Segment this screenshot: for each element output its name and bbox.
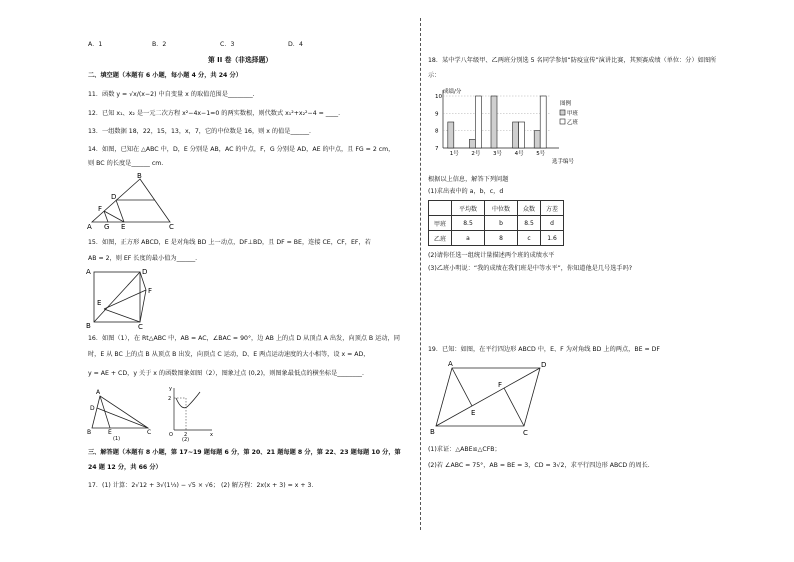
volume-title: 第 II 卷（非选择题） [208,56,273,64]
option-b: B．2 [152,41,167,48]
table-cell: a [452,231,485,246]
fig19-label-a: A [448,360,453,368]
table-cell: 甲班 [429,216,452,231]
question-16-line1: 16．如图（1），在 Rt△ABC 中，AB = AC，∠BAC = 90°，边 AB 上的点 D 从顶点 A 出发，向顶点 B 运动，同 [88,335,400,342]
table-header-cell: 方差 [541,201,564,216]
fig15-label-d: D [142,268,148,276]
section-3-header-line2: 24 题 12 分，共 66 分） [88,464,162,471]
figure-14-triangle [84,172,194,232]
question-18-line2: 示： [428,72,441,79]
table-header-cell: 平均数 [452,201,485,216]
right-column [428,0,728,562]
fig19-label-c: C [523,429,528,437]
table-cell: 1.6 [541,231,564,246]
fig16-caption-1: (1) [113,436,121,442]
fig16-axis-x: x [210,432,213,438]
chart-xtick-label: 4号 [514,151,524,157]
question-17: 17．(1) 计算：2√12 + 3√(1⅓) − √5 × √6； (2) 解方程：2x(x + 3) = x + 3． [88,482,318,489]
chart-xtick-label: 3号 [493,151,502,157]
question-16-line3: y = AE + CD，y 关于 x 的函数图象如图（2），图象过点 (0,2)，则图象最低点的横坐标是________. [88,370,364,377]
fig19-label-b: B [430,428,435,436]
legend-label-yi: 乙班 [567,120,579,126]
section-2-header: 二、填空题（本题有 6 小题，每小题 4 分，共 24 分） [88,72,242,79]
question-18-line1: 18．某中学八年级甲、乙两班分别选 5 名同学参加“防疫宣传”演讲比赛，其预赛成绩（单位：分）如图所 [428,57,717,64]
question-14-line1: 14．如图，已知在 △ABC 中，D，E 分别是 AB，AC 的中点，F，G 分别是 AD，AE 的中点，且 FG = 2 cm， [88,146,395,153]
fig14-label-b: B [137,172,142,180]
figure-19-parallelogram [428,358,558,438]
fig16-label-e: E [108,429,112,436]
chart-bar [475,96,481,148]
chart-ytick-label: 7 [435,146,439,152]
chart-bar [534,131,540,148]
question-19-line1: 19．已知：如图，在平行四边形 ABCD 中，E、F 为对角线 BD 上的两点，BE = DF [428,346,660,353]
table-cell: 8.5 [452,216,485,231]
question-19-part2: (2)若 ∠ABC = 75°，AB = BE = 3，CD = 3√2，求平行四边形 ABCD 的周长. [428,462,650,469]
table-cell: d [541,216,564,231]
fig19-label-f: F [498,381,503,389]
chart-ytick-label: 9 [435,111,439,118]
fig14-label-c: C [169,223,174,231]
section-3-header-line1: 三、解答题（本题有 8 小题，第 17~19 题每题 6 分，第 20、21 题每题 8 分，第 22、23 题每题 10 分，第 [88,449,401,456]
question-19-part1: (1)求证：△ABE≌△CFB； [428,446,501,453]
legend-label-jia: 甲班 [567,111,579,117]
left-column [80,0,410,562]
chart-bar [469,139,475,148]
chart-bar [448,122,454,148]
chart-bar [519,122,525,148]
fig15-label-a: A [86,268,91,276]
fig16-label-d: D [90,405,95,412]
table-cell: 乙班 [429,231,452,246]
table-header-cell [429,201,452,216]
fig15-label-e: E [97,299,102,307]
stats-table [428,200,564,246]
question-18-part3: (3)乙班小明说：“我的成绩在我们班是中等水平”，你知道他是几号选手吗? [428,265,633,272]
fig15-label-f: F [148,287,153,295]
question-14-line2: 则 BC 的长度是______ cm. [88,160,164,167]
chart-xtick-label: 5号 [536,151,546,157]
fig19-label-e: E [471,409,476,417]
table-cell: 8.5 [518,216,541,231]
option-d: D．4 [288,41,303,48]
fig16-label-c: C [147,429,152,436]
option-a: A．1 [88,41,103,48]
fig16-origin: O [169,432,173,438]
question-12: 12．已知 x₁、x₂ 是一元二次方程 x²−4x−1=0 的两实数根，则代数式 x₁²+x₂²−4 = ____. [88,110,341,117]
chart-xtick-label: 1号 [449,151,459,157]
legend-swatch-yi [560,119,565,124]
fig14-label-d: D [111,193,117,201]
table-row [429,231,564,246]
fig15-label-b: B [86,322,91,330]
chart-ytick-label: 10 [435,94,442,100]
fig14-label-g: G [104,223,110,231]
figure-16-graph [166,384,216,442]
chart-xtick-label: 2号 [471,151,481,157]
score-bar-chart [428,86,618,166]
fig14-label-e: E [121,223,126,231]
chart-xlabel: 选手编号 [552,159,575,165]
fig16-label-a: A [96,389,101,396]
fig16-xtick-2: 2 [184,432,188,438]
question-18-part2: (2)请你任选一组统计量描述两个班的成绩水平 [428,252,555,259]
table-cell: 8 [485,231,518,246]
table-header-cell: 中位数 [485,201,518,216]
figure-15-square [84,266,164,330]
figure-16-triangle [86,384,156,442]
question-18-prompt: 根据以上信息，解答下列问题 [428,176,509,183]
table-header-row [429,201,564,216]
chart-legend-title: 图例 [560,101,572,107]
fig19-label-d: D [541,361,547,369]
fig16-label-b: B [87,429,92,436]
chart-ytick-label: 8 [435,128,439,135]
question-11: 11．函数 y = √x/(x−2) 中自变量 x 的取值范围是________. [88,91,255,98]
table-cell: c [518,231,541,246]
question-16-line2: 时，E 从 BC 上的点 B 从顶点 B 出发，向顶点 C 运动，D、E 两点运动速度的大小相等，设 x = AD， [88,351,370,358]
question-18-part1: (1)求出表中的 a，b，c，d [428,188,504,195]
question-15-line1: 15．如图，正方形 ABCD，E 是对角线 BD 上一动点，DF⊥BD，且 DF = BE，连接 CE，CF，EF，若 [88,239,371,246]
fig14-label-a: A [87,223,92,231]
fig16-caption-2: (2) [182,437,190,443]
table-row [429,216,564,231]
table-cell: b [485,216,518,231]
chart-bar [540,96,546,148]
chart-ylabel: 成绩/分 [443,89,462,95]
column-divider [420,18,421,530]
fig14-label-f: F [98,205,103,213]
option-c: C．3 [220,41,235,48]
fig16-ytick-2: 2 [168,396,172,402]
chart-bar [513,122,519,148]
fig16-axis-y: y [169,386,172,392]
fig15-label-c: C [138,323,143,331]
question-13: 13．一组数据 18，22，15，13，x，7，它的中位数是 16，则 x 的值是______. [88,128,312,135]
question-15-line2: AB = 2，则 EF 长度的最小值为______. [88,255,198,262]
chart-bar [491,96,497,148]
legend-swatch-jia [560,110,565,115]
table-header-cell: 众数 [518,201,541,216]
